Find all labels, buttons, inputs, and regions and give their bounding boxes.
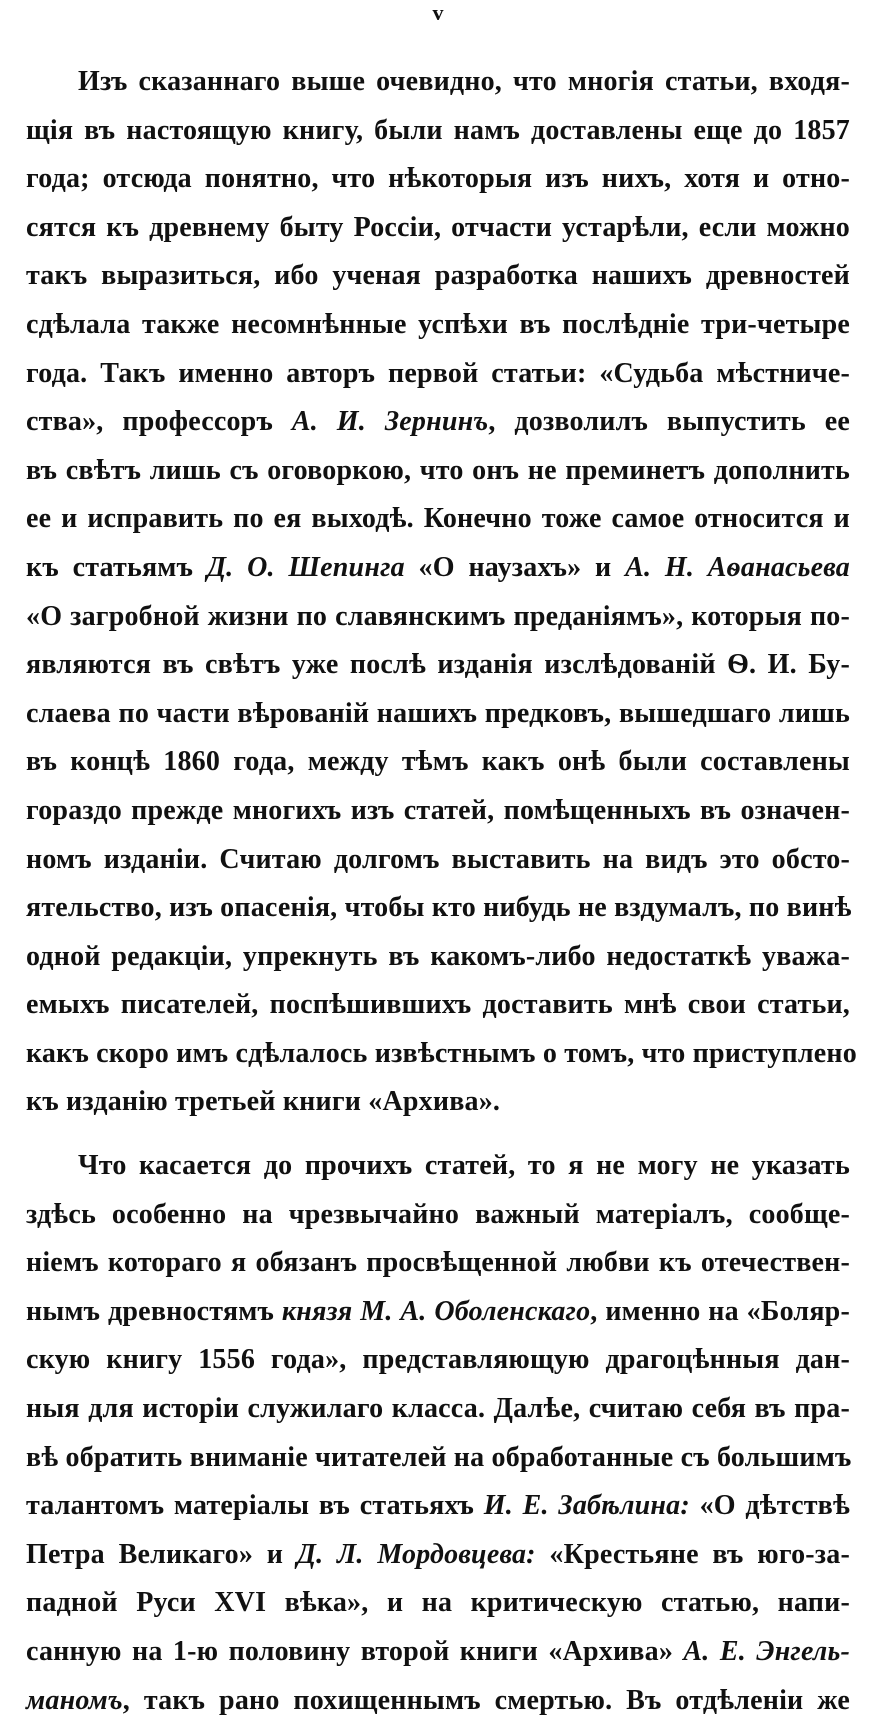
text-segment: «О загробной жизни по славянскимъ преданіямъ», которыя по- xyxy=(26,600,850,632)
text-segment: Что касается до прочихъ статей, то я не могу не указать xyxy=(78,1150,850,1182)
author-name: А. Н. Аѳанасьева xyxy=(625,551,850,583)
text-segment: являются въ свѣтъ уже послѣ изданія изслѣдованій Ѳ. И. Бу- xyxy=(26,649,850,681)
text-line xyxy=(26,787,850,836)
text-line xyxy=(26,1482,850,1531)
text-line xyxy=(26,155,850,204)
text-segment: ныя для исторіи служилаго класса. Далѣе, считаю себя въ пра- xyxy=(26,1393,850,1425)
text-segment: гораздо прежде многихъ изъ статей, помѣщенныхъ въ означен- xyxy=(26,794,850,826)
text-line xyxy=(26,1677,850,1725)
text-segment: Петра Великаго» и xyxy=(26,1538,297,1570)
text-segment: Изъ сказаннаго выше очевидно, что многія статьи, входя- xyxy=(78,66,850,97)
text-line xyxy=(26,204,850,253)
text-line xyxy=(26,884,850,933)
body-text xyxy=(26,58,857,1725)
text-line xyxy=(26,1385,850,1434)
text-segment: санную на 1-ю половину второй книги «Архива» xyxy=(26,1636,684,1667)
text-segment: «Крестьяне въ юго-за- xyxy=(535,1538,850,1570)
text-line xyxy=(26,301,850,350)
text-segment: «О дѣтствѣ xyxy=(689,1490,850,1522)
text-line xyxy=(26,933,850,982)
text-segment: года; отсюда понятно, что нѣкоторыя изъ нихъ, хотя и отно- xyxy=(26,163,850,195)
text-segment: въ концѣ 1860 года, между тѣмъ какъ онѣ были составлены xyxy=(26,746,850,778)
text-segment: щія въ настоящую книгу, были намъ доставлены еще до 1857 xyxy=(26,114,850,146)
text-segment: года. Такъ именно авторъ первой статьи: «Судьба мѣстниче- xyxy=(26,357,850,389)
text-line xyxy=(26,1030,857,1079)
text-line xyxy=(26,1239,850,1288)
text-segment: вѣ обратить вниманіе читателей на обработанные съ большимъ xyxy=(26,1441,852,1473)
author-name: А. Е. Энгель- xyxy=(683,1636,850,1667)
text-segment: падной Руси XVI вѣка», и на критическую статью, напи- xyxy=(26,1587,850,1619)
author-name: А. И. Зернинъ xyxy=(291,406,489,438)
text-segment: какъ скоро имъ сдѣлалось извѣстнымъ о томъ, что приступлено xyxy=(26,1037,857,1069)
page-number: v xyxy=(432,0,444,25)
text-line xyxy=(26,1434,850,1483)
text-line xyxy=(26,1191,850,1240)
author-name: князя М. А. Оболенскаго xyxy=(281,1295,591,1327)
text-segment: нымъ древностямъ xyxy=(26,1295,282,1327)
text-segment: , такъ рано похищеннымъ смертью. Въ отдѣленіи же xyxy=(122,1684,850,1716)
text-segment: ства», профессоръ xyxy=(26,406,292,438)
author-name: Д. Л. Мордовцева: xyxy=(296,1538,536,1570)
text-line xyxy=(26,447,850,496)
text-line xyxy=(26,690,850,739)
text-segment: къ изданію третьей книги «Архива». xyxy=(26,1086,501,1118)
text-line xyxy=(26,1288,850,1337)
text-line xyxy=(26,1142,850,1191)
text-segment: номъ изданіи. Считаю долгомъ выставить на видъ это обсто- xyxy=(26,843,850,875)
author-name: И. Е. Забѣлина: xyxy=(483,1490,690,1522)
text-line xyxy=(26,1336,850,1385)
text-line xyxy=(26,738,850,787)
author-name: маномъ xyxy=(26,1684,123,1716)
text-line xyxy=(26,981,850,1030)
text-segment: къ статьямъ xyxy=(26,551,207,583)
text-segment: сятся къ древнему быту Россіи, отчасти устарѣли, если можно xyxy=(26,211,850,243)
text-segment: , дозволилъ выпустить ее xyxy=(488,406,850,438)
text-line xyxy=(26,107,850,156)
text-line xyxy=(26,1078,850,1127)
text-segment: скую книгу 1556 года», представляющую драгоцѣнныя дан- xyxy=(26,1344,850,1376)
text-segment: талантомъ матеріалы въ статьяхъ xyxy=(26,1490,484,1522)
text-line xyxy=(26,398,850,447)
text-line xyxy=(26,252,850,301)
text-segment: емыхъ писателей, поспѣшившихъ доставить мнѣ свои статьи, xyxy=(26,989,850,1021)
text-segment: одной редакціи, упрекнуть въ какомъ-либо недостаткѣ уважа- xyxy=(26,940,850,972)
text-line xyxy=(26,1579,850,1628)
text-line xyxy=(26,58,850,107)
text-segment: здѣсь особенно на чрезвычайно важный матеріалъ, сообще- xyxy=(26,1198,850,1230)
text-segment: ніемъ котораго я обязанъ просвѣщенной любви къ отечествен- xyxy=(26,1247,850,1279)
text-segment: ятельство, изъ опасенія, чтобы кто нибудь не вздумалъ, по винѣ xyxy=(26,892,852,924)
text-line xyxy=(26,544,850,593)
text-segment: въ свѣтъ лишь съ оговоркою, что онъ не преминетъ дополнить xyxy=(26,454,850,486)
text-line xyxy=(26,1628,850,1677)
text-line xyxy=(26,495,850,544)
text-segment: такъ выразиться, ибо ученая разработка нашихъ древностей xyxy=(26,260,850,292)
text-segment: ее и исправить по ея выходѣ. Конечно тоже самое относится и xyxy=(26,503,850,535)
text-segment: «О наузахъ» и xyxy=(404,551,626,583)
text-line xyxy=(26,1531,850,1580)
text-line xyxy=(26,641,850,690)
text-line xyxy=(26,836,850,885)
text-line xyxy=(26,350,850,399)
text-segment: слаева по части вѣрованій нашихъ предковъ, вышедшаго лишь xyxy=(26,697,850,729)
text-segment: , именно на «Боляр- xyxy=(590,1295,850,1327)
text-line xyxy=(26,593,850,642)
author-name: Д. О. Шепинга xyxy=(206,551,405,583)
text-segment: сдѣлала также несомнѣнные успѣхи въ послѣдніе три-четыре xyxy=(26,308,850,340)
